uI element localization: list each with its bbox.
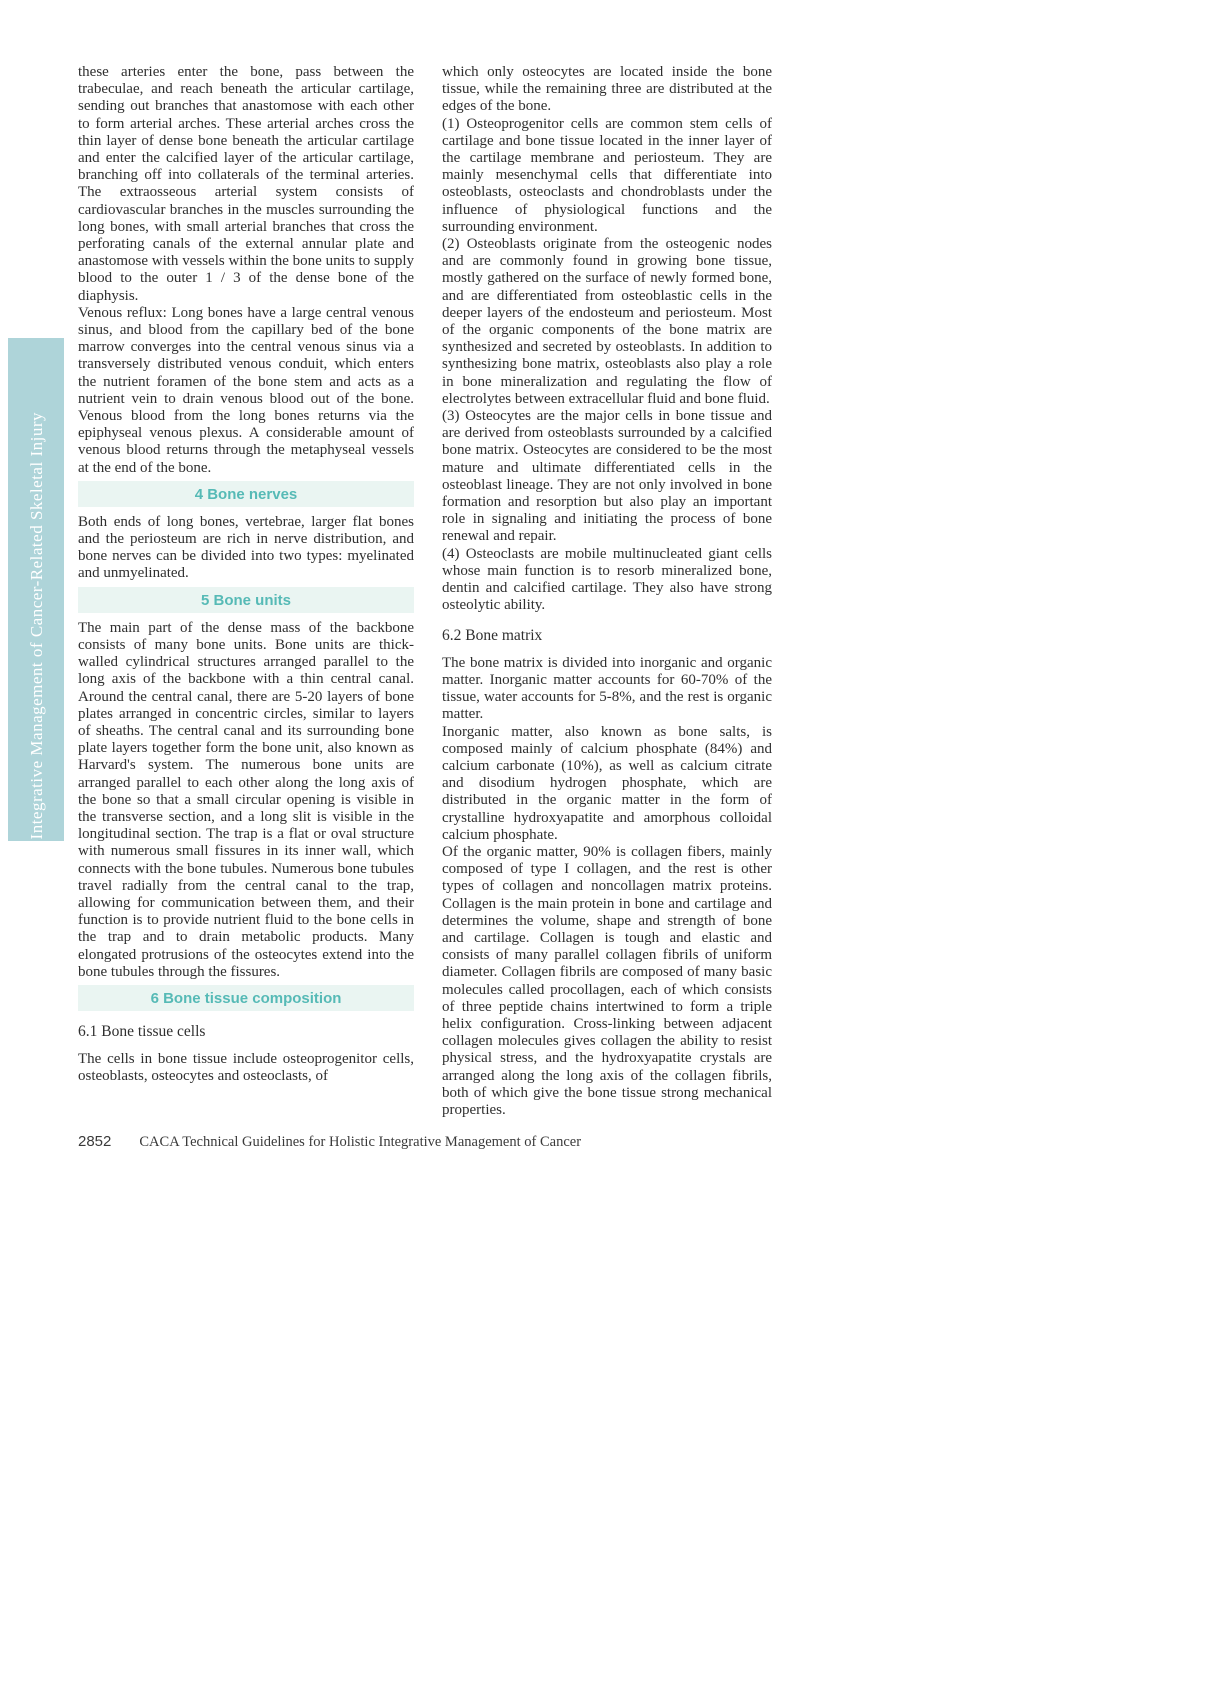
paragraph-inorganic-matter: Inorganic matter, also known as bone salts, is composed mainly of calcium phosphate (84%) and calcium carbonate (10%), as well as calcium citrate and disodium hydrogen phosphate, which are distributed in the organic matter in the form of crystalline hydroxyapatite and amorphous colloidal calcium phosphate. xyxy=(442,723,772,843)
paragraph-osteoblasts: (2) Osteoblasts originate from the osteogenic nodes and are commonly found in growing bone tissue, mostly gathered on the surface of newly formed bone, and are differentiated from osteoblastic cells in the deeper layers of the endosteum and periosteum. Most of the organic components of the bone matrix are synthesized and secreted by osteoblasts. In addition to synthesizing bone matrix, osteoblasts also play a role in bone mineralization and regulating the flow of electrolytes between extracellular fluid and bone fluid. xyxy=(442,236,772,407)
paragraph-organic-matter: Of the organic matter, 90% is collagen fibers, mainly composed of type I collagen, and the rest is other types of collagen and noncollagen matrix proteins. Collagen is the main protein in bone and cartilage and determines the volume, shape and strength of bone and cartilage. Collagen is tough and elastic and consists of many parallel collagen fibrils of uniform diameter. Collagen fibrils are composed of many basic molecules called procollagen, each of which consists of three peptide chains intertwined to form a triple helix configuration. Cross-linking between adjacent collagen molecules gives collagen the ability to resist physical stress, and the hydroxyapatite crystals are arranged along the long axis of the collagen fibrils, both of which give the bone tissue strong mechanical properties. xyxy=(442,843,772,1118)
running-title: CACA Technical Guidelines for Holistic Integrative Management of Cancer xyxy=(139,1134,582,1150)
section-header-bone-nerves: 4 Bone nerves xyxy=(78,481,414,507)
paragraph-bone-units: The main part of the dense mass of the backbone consists of many bone units. Bone units are thick-walled cylindrical structures arranged parallel to the long axis of the backbone with a thin central canal. Around the central canal, there are 5-20 layers of bone plates arranged in concentric circles, similar to layers of sheaths. The central canal and its surrounding bone plate layers together form the bone unit, also known as Harvard's system. The numerous bone units are arranged parallel to each other along the long axis of the bone so that a small circular opening is visible in the transverse section, and a long slit is visible in the longitudinal section. The trap is a flat or oval structure with numerous small fissures in its inner wall, which connects with the bone tubules. Numerous bone tubules travel radially from the central canal to the trap, allowing for communication between them, and their function is to provide nutrient fluid to the bone cells in the trap and to drain metabolic products. Many elongated protrusions of the osteocytes extend into the bone tubules through the fissures. xyxy=(78,619,414,980)
chapter-sidebar-title: Integrative Management of Cancer-Related Skeletal Injury xyxy=(27,411,46,839)
paragraph-osteocytes: (3) Osteocytes are the major cells in bone tissue and are derived from osteoblasts surrounded by a calcified bone matrix. Osteocytes are considered to be the most mature and ultimate differentiated cells in the osteoblast lineage. They are not only involved in bone formation and resorption but also play an important role in signaling and initiating the process of bone renewal and repair. xyxy=(442,408,772,545)
chapter-sidebar-band xyxy=(8,338,64,841)
paragraph-osteoprogenitor-cells: (1) Osteoprogenitor cells are common stem cells of cartilage and bone tissue located in the inner layer of the cartilage membrane and periosteum. They are mainly mesenchymal cells that differentiate into osteoblasts, osteoclasts and chondroblasts under the influence of physiological functions and the surrounding environment. xyxy=(442,115,772,235)
page-body xyxy=(78,64,772,1119)
left-column xyxy=(78,64,414,1119)
paragraph-osteoclasts: (4) Osteoclasts are mobile multinucleated giant cells whose main function is to resorb mineralized bone, dentin and calcified cartilage. They also have strong osteolytic ability. xyxy=(442,545,772,614)
page-number: 2852 xyxy=(78,1133,112,1150)
paragraph-venous-reflux: Venous reflux: Long bones have a large central venous sinus, and blood from the capillary bed of the bone marrow converges into the central venous sinus via a transversely distributed venous conduit, which enters the nutrient foramen of the bone stem and acts as a nutrient vein to drain venous blood out of the bone. Venous blood from the long bones returns via the epiphyseal venous plexus. A considerable amount of venous blood returns through the metaphyseal vessels at the end of the bone. xyxy=(78,304,414,476)
subsection-header-bone-matrix: 6.2 Bone matrix xyxy=(442,626,543,644)
section-header-bone-units: 5 Bone units xyxy=(78,587,414,613)
paragraph-osteocytes-location: which only osteocytes are located inside the bone tissue, while the remaining three are distributed at the edges of the bone. xyxy=(442,64,772,115)
right-column xyxy=(442,64,772,1119)
paragraph-bone-tissue-cells: The cells in bone tissue include osteoprogenitor cells, osteoblasts, osteocytes and osteoclasts, of xyxy=(78,1051,414,1085)
page-footer xyxy=(78,1133,772,1151)
paragraph-bone-nerves: Both ends of long bones, vertebrae, larger flat bones and the periosteum are rich in nerve distribution, and bone nerves can be divided into two types: myelinated and unmyelinated. xyxy=(78,513,414,582)
section-header-bone-tissue-composition: 6 Bone tissue composition xyxy=(78,985,414,1011)
subsection-header-bone-tissue-cells: 6.1 Bone tissue cells xyxy=(78,1022,206,1040)
paragraph-arterial-supply: these arteries enter the bone, pass between the trabeculae, and reach beneath the articular cartilage, sending out branches that anastomose with each other to form arterial arches. These arterial arches cross the thin layer of dense bone beneath the articular cartilage and enter the calcified layer of the articular cartilage, branching off into collaterals of the terminal arteries. The extraosseous arterial system consists of cardiovascular branches in the muscles surrounding the long bones, with small arterial branches that cross the perforating canals of the external annular plate and anastomose with vessels within the bone units to supply blood to the outer 1 / 3 of the dense bone of the diaphysis. xyxy=(78,64,414,304)
paragraph-matrix-division: The bone matrix is divided into inorganic and organic matter. Inorganic matter accounts for 60-70% of the tissue, water accounts for 5-8%, and the rest is organic matter. xyxy=(442,654,772,723)
